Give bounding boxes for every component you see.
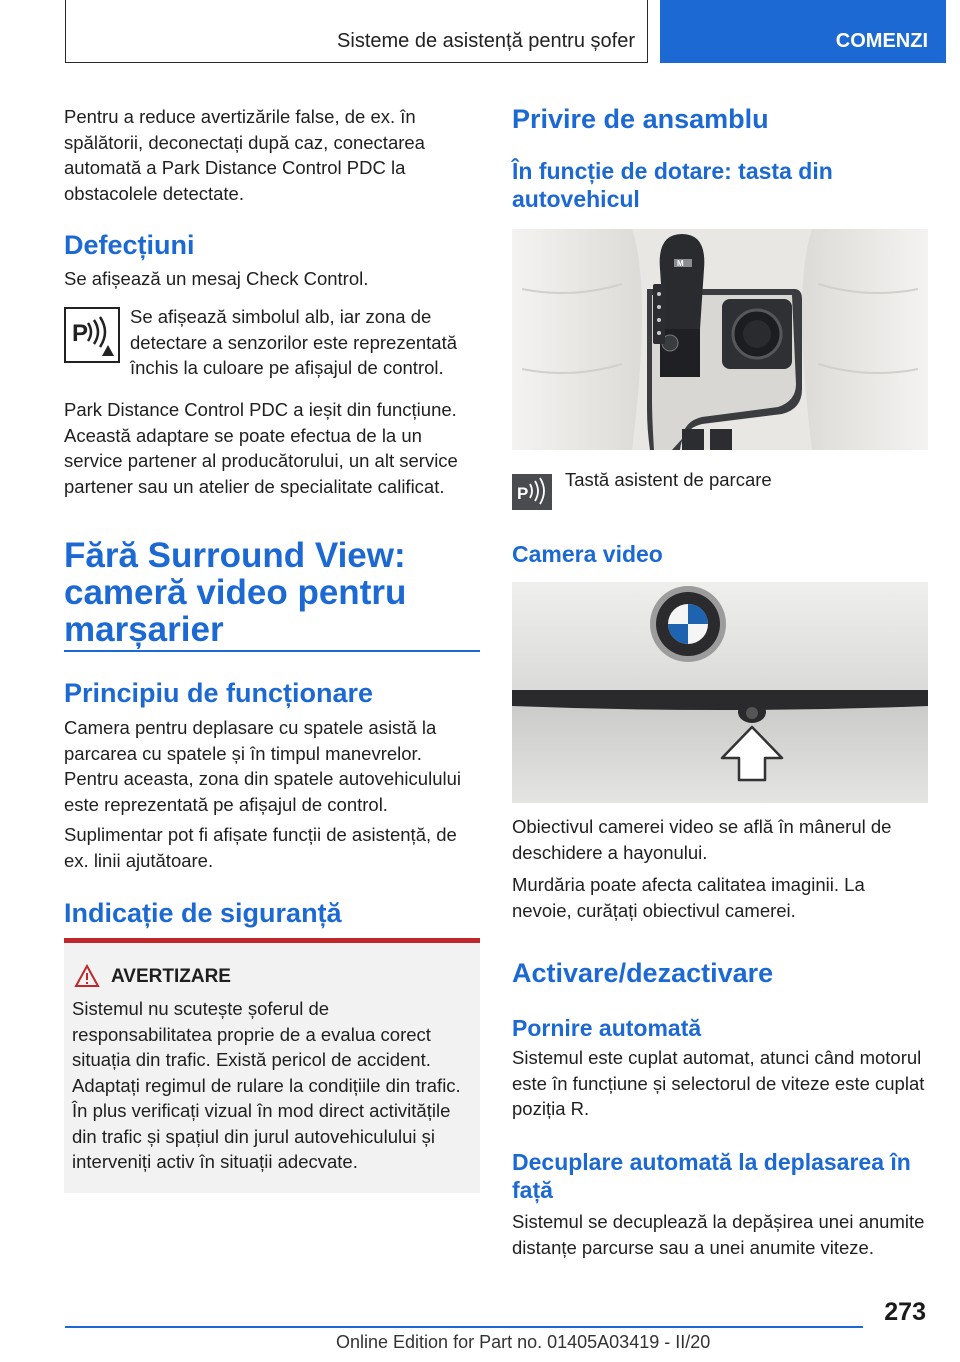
tab-comenzi[interactable]	[660, 0, 946, 63]
section-title: Sisteme de asistență pentru șofer	[337, 30, 635, 52]
safety-heading: Indicație de siguranță	[64, 898, 342, 928]
footer-divider	[65, 1326, 863, 1328]
auto-start-heading: Pornire automată	[512, 1015, 702, 1041]
parking-assistant-button-icon	[512, 474, 552, 510]
defects-icon-text: Se afișează simbolul alb, iar zona de detectare a senzorilor este reprezentată închis la culoare pe afișajul de control.	[130, 306, 458, 378]
camera-location-text: Obiectivul camerei video se află în mânerul de deschidere a hayonului.	[512, 816, 892, 863]
tab-label: COMENZI	[835, 30, 928, 52]
auto-off-heading: Decuplare automată la deplasarea în față	[512, 1149, 911, 1203]
warning-triangle-icon	[74, 964, 100, 993]
warning-text: Sistemul nu scutește șoferul de responsabilitatea proprie de a evalua corect situația din trafic. Există pericol de accident. Adaptați regimul de rulare la condițiile din trafic. În plus verificați vizual în mod direct activitățile din trafic și spațiul din jurul autovehiculului și interveniți activ în situații adecvate.	[72, 998, 461, 1172]
page-number: 273	[884, 1298, 926, 1326]
pdc-warning-icon	[64, 307, 120, 363]
camera-heading: Camera video	[512, 541, 663, 567]
chapter-title: Fără Surround View: cameră video pentru marșarier	[64, 536, 407, 649]
activation-heading: Activare/dezactivare	[512, 958, 774, 988]
console-photo	[512, 229, 928, 450]
defects-heading: Defecțiuni	[64, 230, 195, 260]
overview-heading: Privire de ansamblu	[512, 104, 769, 134]
camera-clean-text: Murdăria poate afecta calitatea imaginii. La nevoie, curățați obiectivul camerei.	[512, 874, 865, 921]
principle-text-1: Camera pentru deplasare cu spatele asistă la parcarea cu spatele și în timpul manevrelor. Pentru aceasta, zona din spatele autovehiculului este reprezentată pe afișajul de control.	[64, 717, 461, 815]
button-caption: Tastă asistent de parcare	[565, 469, 772, 490]
defects-check-control-text: Se afișează un mesaj Check Control.	[64, 268, 369, 289]
intro-paragraph: Pentru a reduce avertizările false, de ex. în spălătorii, deconectați după caz, conectarea automată a Park Distance Control PDC la obstacolele detectate.	[64, 106, 425, 204]
auto-start-text: Sistemul este cuplat automat, atunci când motorul este în funcțiune și selectorul de viteze este cuplat poziția R.	[512, 1047, 925, 1119]
svg-text:P: P	[517, 484, 529, 503]
warning-title: AVERTIZARE	[111, 966, 231, 987]
defects-service-text: Park Distance Control PDC a ieșit din funcțiune. Această adaptare se poate efectua de la un service partener al producătorului, un alt service partener sau un atelier de specialitate calificat.	[64, 399, 458, 497]
principle-heading: Principiu de funcționare	[64, 678, 374, 708]
edition-text: Online Edition for Part no. 01405A03419 - II/20	[336, 1332, 711, 1352]
header-frame	[65, 0, 648, 63]
rear-camera-photo	[512, 582, 928, 803]
chapter-divider	[64, 650, 480, 652]
svg-text:P: P	[72, 320, 89, 347]
principle-text-2: Suplimentar pot fi afișate funcții de asistență, de ex. linii ajutătoare.	[64, 824, 457, 871]
equipment-heading: În funcție de dotare: tasta din autovehicul	[512, 158, 833, 212]
svg-text:M: M	[677, 259, 684, 268]
auto-off-text: Sistemul se decuplează la depășirea unei anumite distanțe parcurse sau a unei anumite viteze.	[512, 1211, 925, 1258]
